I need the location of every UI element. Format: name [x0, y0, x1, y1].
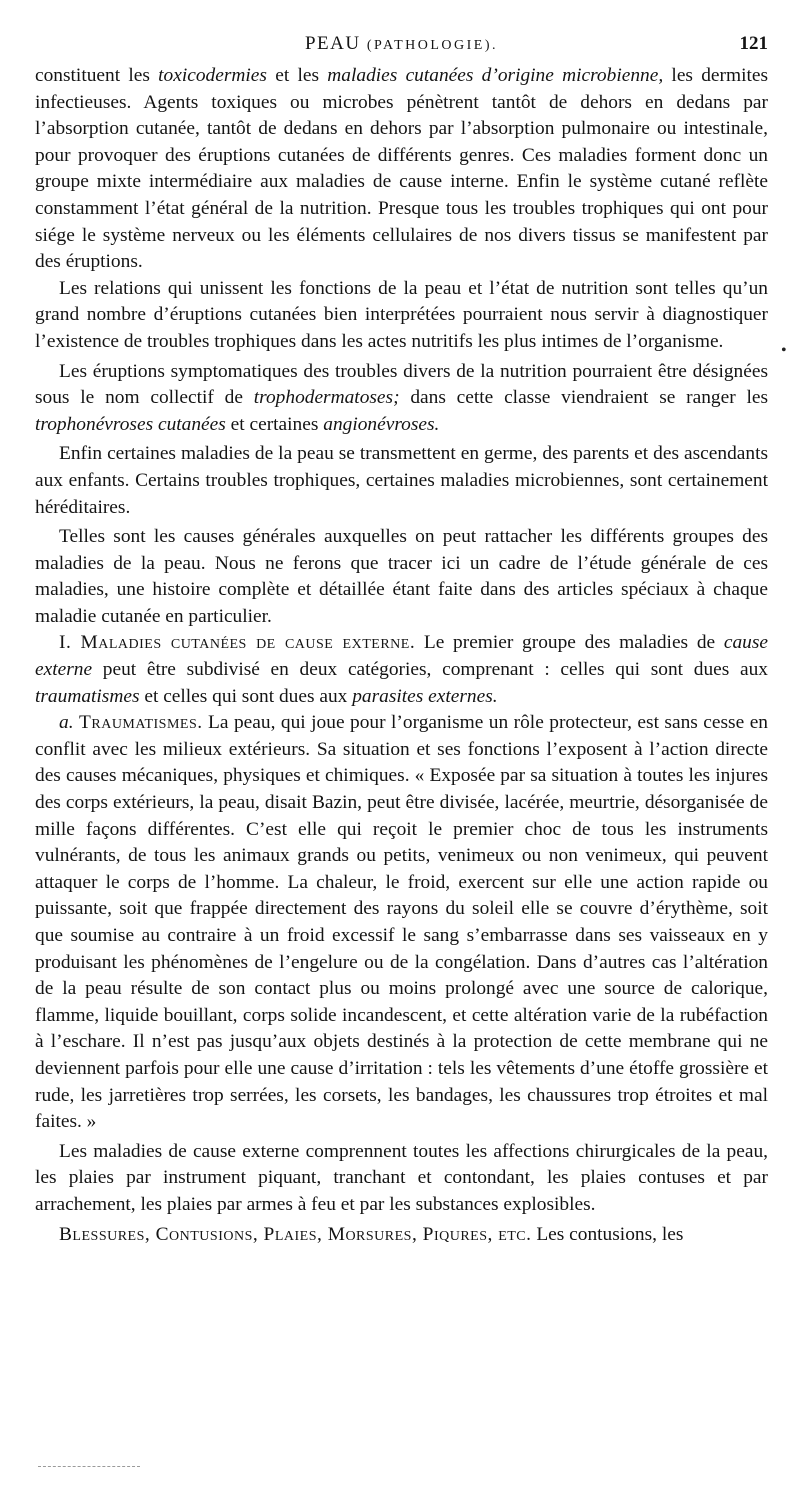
italic-term: traumatismes	[35, 685, 140, 707]
paragraph-4: Enfin certaines maladies de la peau se transmettent en germe, des parents et des ascendants aux enfants. Certains troubles trophiques, certaines maladies microbiennes, sont certainement héréditaires.	[35, 443, 768, 518]
body-text	[35, 63, 768, 1248]
italic-term: maladies cutanées d’origine microbienne,	[327, 65, 664, 86]
italic-term: toxicodermies	[158, 65, 267, 86]
paragraph-9	[35, 1222, 768, 1249]
text-run: dans cette classe viendraient se ranger les	[399, 387, 768, 409]
text-run: et certaines	[225, 413, 324, 435]
running-title-subtitle: (PATHOLOGIE).	[366, 38, 499, 53]
section-heading: I. Maladies cutanées de cause externe.	[59, 632, 416, 654]
paragraph-5: Telles sont les causes générales auxquelles on peut rattacher les différents groupes des maladies de la peau. Nous ne ferons que tracer ici un cadre de l’étude générale de ces maladies, une histoire complète et détaillée étant faite dans des articles spéciaux à chaque maladie cutanée en particulier.	[35, 526, 768, 627]
text-run: Les éruptions symptomatiques des troubles divers de la nutrition pourraient être désignées sous le nom collectif de	[35, 360, 768, 409]
subsection-heading: Traumatismes.	[79, 712, 203, 734]
paragraph-7	[35, 710, 768, 1136]
italic-term: angionévroses.	[323, 413, 440, 435]
footer-rule	[38, 1466, 140, 1467]
paragraph-6	[35, 630, 768, 710]
italic-term: parasites externes.	[352, 685, 498, 707]
running-title	[35, 30, 768, 60]
italic-term: trophonévroses cutanées	[35, 413, 226, 435]
paragraph-2: Les relations qui unissent les fonctions de la peau et l’état de nutrition sont telles qu’un grand nombre d’éruptions cutanées bien interprétées pourraient nous servir à diagnostiquer l’existence de troubles trophiques dans les actes nutritifs les plus intimes de l’organisme.	[35, 277, 768, 352]
text-run: peut être subdivisé en deux catégories, comprenant : celles qui sont dues aux	[92, 659, 768, 681]
italic-term: trophodermatoses;	[253, 387, 400, 409]
italic-term: cause externe	[35, 632, 768, 681]
text-run: et les	[266, 65, 328, 86]
subsection-letter: a.	[59, 712, 74, 734]
paragraph-3	[35, 359, 768, 439]
subsection-heading: Blessures, Contusions, Plaies, Morsures, Piqures, etc.	[59, 1223, 532, 1245]
paragraph-8: Les maladies de cause externe comprennent toutes les affections chirurgicales de la peau, les plaies par instrument piquant, tranchant et contondant, les plaies contuses et par arrachement, les plaies par armes à feu et par les substances explosibles.	[35, 1140, 768, 1215]
text-run: les dermites infectieuses. Agents toxiques ou microbes pénètrent tantôt de dehors en dedans par l’absorption cutanée, tantôt de dedans en dehors par l’absorption pulmonaire ou intestinale, pour provoquer des éruptions cutanées de différents genres. Ces maladies forment donc un groupe mixte intermédiaire aux maladies de cause interne. Enfin le système cutané reflète constamment l’état général de la nutrition. Presque tous les troubles trophiques qui ont pour siége le système nerveux ou les éléments cellulaires de nos divers tissus se manifestent par des éruptions.	[35, 65, 769, 273]
running-header	[35, 30, 768, 58]
paragraph-1	[35, 63, 768, 276]
running-title-main: PEAU	[304, 33, 361, 54]
text-run: Le premier groupe des maladies de	[415, 632, 724, 654]
page-number: 121	[739, 33, 768, 54]
text-run: Les contusions, les	[531, 1223, 684, 1245]
text-run: La peau, qui joue pour l’organisme un rôle protecteur, est sans cesse en conflit avec les milieux extérieurs. Sa situation et ses fonctions l’exposent à l’action directe des causes mécaniques, physiques et chimiques. « Exposée par sa situation à toutes les injures des corps extérieurs, la peau, disait Bazin, peut être divisée, lacérée, meurtrie, désorganisée de mille façons différentes. C’est elle qui reçoit le premier choc de tous les instruments vulnérants, de tous les animaux grands ou petits, venimeux ou non venimeux, qui peuvent attaquer le corps de l’homme. La chaleur, le froid, exercent sur elle une action rapide ou puissante, soit que frappée directement des rayons du soleil elle se couvre d’érythème, soit que soumise au contraire à un froid excessif le sang s’embarrasse dans ses vaisseaux en y produisant les phénomènes de l’engelure ou de la congélation. Dans d’autres cas l’altération de la peau résulte de son contact plus ou moins prolongé avec une source de calorique, flamme, liquide bouillant, corps solide incandescent, et cette altération varie de la rubéfaction à l’eschare. Il n’est pas jusqu’aux objets destinés à la protection de cette membrane qui ne deviennent parfois pour elle une cause d’irritation : tels les vêtements d’une étoffe grossière et rude, les jarretières trop serrées, les corsets, les bandages, les chaussures trop étroites et mal faites. »	[35, 712, 768, 1133]
book-page	[35, 30, 768, 1248]
text-run: et celles qui sont dues aux	[139, 685, 353, 707]
margin-mark: •	[781, 342, 787, 359]
text-run: constituent les	[35, 65, 159, 86]
